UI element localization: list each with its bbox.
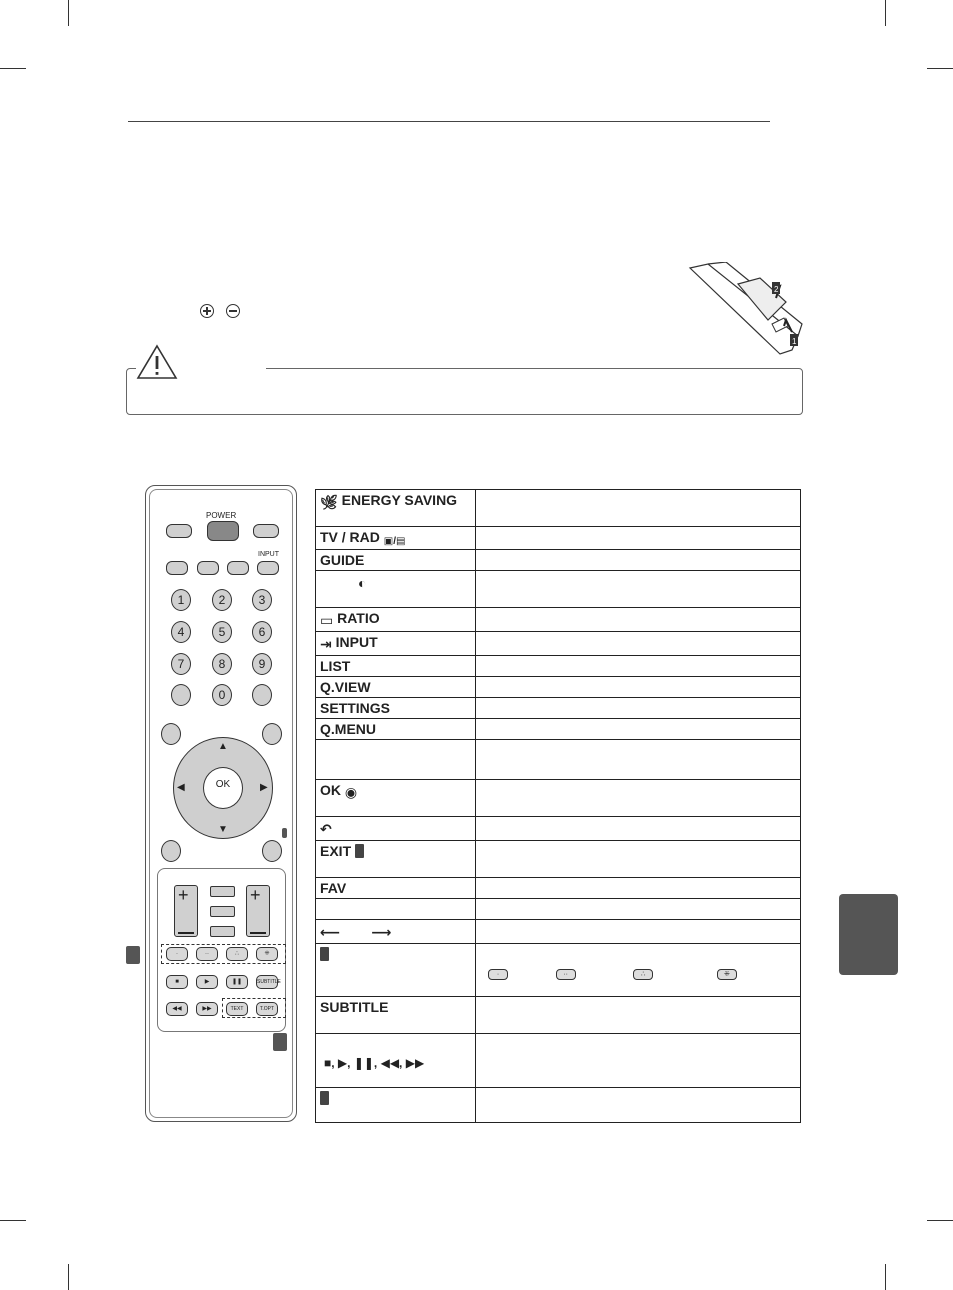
- desc-cell: [476, 841, 801, 878]
- table-row: [316, 677, 801, 698]
- key-cell: ▭ RATIO: [316, 608, 476, 632]
- playback-icons: ■, ▶, ❚❚, ◀◀, ▶▶: [324, 1055, 425, 1070]
- exit-marker-icon: [282, 828, 287, 838]
- av-mode-button[interactable]: [197, 561, 219, 575]
- desc-cell: [476, 944, 801, 997]
- desc-cell: [476, 719, 801, 740]
- subtitle-button[interactable]: SUBTITLE: [256, 975, 278, 989]
- table-row: [316, 656, 801, 677]
- table-row: [316, 920, 801, 944]
- number-button-4[interactable]: 4: [171, 621, 191, 643]
- text-button[interactable]: TEXT: [226, 1002, 248, 1016]
- crop-mark: [68, 1264, 69, 1290]
- desc-cell: [476, 817, 801, 841]
- battery-polarity: [200, 303, 240, 319]
- header-rule: [128, 121, 770, 122]
- key-cell: Q.VIEW: [316, 677, 476, 698]
- down-arrow-icon: ▼: [218, 824, 228, 835]
- table-row: [316, 780, 801, 817]
- desc-cell: [476, 1034, 801, 1088]
- right-arrow-icon: ▶: [260, 782, 268, 793]
- tv-radio-icon: ▣/▤: [383, 536, 406, 547]
- red-key[interactable]: ·: [166, 947, 188, 961]
- table-row: [316, 740, 801, 780]
- guide-button[interactable]: [166, 561, 188, 575]
- left-arrow-icon: ◀: [177, 782, 185, 793]
- desc-cell: [476, 740, 801, 780]
- key-cell: [316, 571, 476, 608]
- key-cell: ⇥ INPUT: [316, 632, 476, 656]
- table-row: [316, 698, 801, 719]
- mute-button[interactable]: [210, 906, 235, 917]
- desc-cell: [476, 656, 801, 677]
- table-row: [316, 841, 801, 878]
- number-button-5[interactable]: 5: [212, 621, 232, 643]
- key-cell: TV / RAD ▣/▤: [316, 527, 476, 550]
- table-row: [316, 527, 801, 550]
- desc-cell: [476, 698, 801, 719]
- table-row: [316, 817, 801, 841]
- key-cell: SUBTITLE: [316, 997, 476, 1034]
- teletext-marker-icon: [320, 1091, 329, 1105]
- fav-button[interactable]: [210, 886, 235, 897]
- table-row: [316, 490, 801, 527]
- section-tab: [839, 894, 898, 975]
- key-cell: OK ◉: [316, 780, 476, 817]
- crop-mark: [927, 68, 953, 69]
- table-row: [316, 997, 801, 1034]
- teletext-callout-marker: [273, 1033, 287, 1051]
- rewind-button[interactable]: ◀◀: [166, 1002, 188, 1016]
- yellow-key-icon: ∴: [633, 969, 653, 980]
- crop-mark: [0, 1220, 26, 1221]
- qmenu-button[interactable]: [262, 723, 282, 745]
- key-cell: EXIT: [316, 841, 476, 878]
- desc-cell: [476, 632, 801, 656]
- key-cell: LIST: [316, 656, 476, 677]
- table-row: [316, 550, 801, 571]
- av-mode-icon: ◐: [358, 575, 367, 591]
- number-button-2[interactable]: 2: [212, 589, 232, 611]
- red-key-icon: ·: [488, 969, 508, 980]
- number-button-6[interactable]: 6: [252, 621, 272, 643]
- desc-cell: [476, 1088, 801, 1123]
- key-cell: [316, 1088, 476, 1123]
- key-cell: [316, 944, 476, 997]
- desc-cell: [476, 490, 801, 527]
- plus-icon: [200, 304, 214, 318]
- table-row: [316, 632, 801, 656]
- qview-button[interactable]: [252, 684, 272, 706]
- ok-dot-icon: ◉: [344, 784, 358, 800]
- table-row: [316, 878, 801, 899]
- input-icon: ⇥: [320, 636, 332, 652]
- table-row: [316, 719, 801, 740]
- power-button[interactable]: [207, 521, 239, 541]
- forward-button[interactable]: ▶▶: [196, 1002, 218, 1016]
- ratio-icon: ▭: [320, 612, 334, 628]
- blue-key-icon: ⁜: [717, 969, 737, 980]
- number-button-9[interactable]: 9: [252, 653, 272, 675]
- input-label: INPUT: [258, 551, 279, 558]
- caution-box: [126, 368, 803, 415]
- key-cell: [316, 740, 476, 780]
- key-cell: 🌿︎ ENERGY SAVING: [316, 490, 476, 527]
- key-function-table: [315, 489, 801, 1123]
- desc-cell: [476, 899, 801, 920]
- up-arrow-icon: ▲: [218, 741, 228, 752]
- input-button[interactable]: [257, 561, 279, 575]
- back-icon: ↶: [320, 821, 332, 837]
- warning-icon: [136, 344, 178, 380]
- table-row: [316, 899, 801, 920]
- stop-button[interactable]: ■: [166, 975, 188, 989]
- svg-text:1: 1: [792, 337, 797, 346]
- blue-key[interactable]: ⁜: [256, 947, 278, 961]
- eco-icon: 🌿︎: [320, 494, 338, 510]
- table-row: [316, 1034, 801, 1088]
- table-row: [316, 608, 801, 632]
- battery-cover-illustration: [688, 262, 806, 357]
- desc-cell: [476, 550, 801, 571]
- table-row: [316, 1088, 801, 1123]
- desc-cell: [476, 920, 801, 944]
- tv-rad-button[interactable]: [253, 524, 279, 538]
- power-label: POWER: [206, 511, 237, 520]
- crop-mark: [0, 68, 26, 69]
- table-row: [316, 944, 801, 997]
- ratio-button[interactable]: [227, 561, 249, 575]
- svg-text:2: 2: [774, 285, 779, 294]
- desc-cell: [476, 878, 801, 899]
- crop-mark: [885, 1264, 886, 1290]
- list-button[interactable]: [171, 684, 191, 706]
- crop-mark: [885, 0, 886, 26]
- crop-mark: [927, 1220, 953, 1221]
- back-button[interactable]: [161, 840, 181, 862]
- desc-cell: [476, 527, 801, 550]
- program-rocker[interactable]: +: [246, 885, 270, 937]
- energy-saving-button[interactable]: [166, 524, 192, 538]
- green-key-icon: ··: [556, 969, 576, 980]
- desc-cell: [476, 608, 801, 632]
- pause-button[interactable]: ❚❚: [226, 975, 248, 989]
- key-cell: [316, 920, 476, 944]
- key-cell: Q.MENU: [316, 719, 476, 740]
- yellow-key[interactable]: ∴: [226, 947, 248, 961]
- key-cell: FAV: [316, 878, 476, 899]
- key-cell: [316, 899, 476, 920]
- volume-rocker[interactable]: +: [174, 885, 198, 937]
- color-key-marker-icon: [320, 947, 329, 961]
- page-arrows-icon: ⟵ ⟶: [320, 924, 392, 940]
- key-cell: [316, 1034, 476, 1088]
- minus-icon: [226, 304, 240, 318]
- crop-mark: [68, 0, 69, 26]
- key-cell: SETTINGS: [316, 698, 476, 719]
- color-keys-callout-marker: [126, 946, 140, 964]
- number-button-7[interactable]: 7: [171, 653, 191, 675]
- desc-cell: [476, 780, 801, 817]
- number-button-0[interactable]: 0: [212, 684, 232, 706]
- number-button-8[interactable]: 8: [212, 653, 232, 675]
- play-button[interactable]: ▶: [196, 975, 218, 989]
- key-cell: [316, 817, 476, 841]
- desc-cell: [476, 997, 801, 1034]
- desc-cell: [476, 677, 801, 698]
- number-button-1[interactable]: 1: [171, 589, 191, 611]
- number-button-3[interactable]: 3: [252, 589, 272, 611]
- ok-button[interactable]: OK: [203, 767, 243, 809]
- green-key[interactable]: ··: [196, 947, 218, 961]
- desc-cell: [476, 571, 801, 608]
- settings-button[interactable]: [161, 723, 181, 745]
- t-opt-button[interactable]: T.OPT: [256, 1002, 278, 1016]
- exit-icon: [355, 844, 364, 858]
- ad-button[interactable]: [210, 926, 235, 937]
- key-cell: GUIDE: [316, 550, 476, 571]
- exit-button[interactable]: [262, 840, 282, 862]
- table-row: [316, 571, 801, 608]
